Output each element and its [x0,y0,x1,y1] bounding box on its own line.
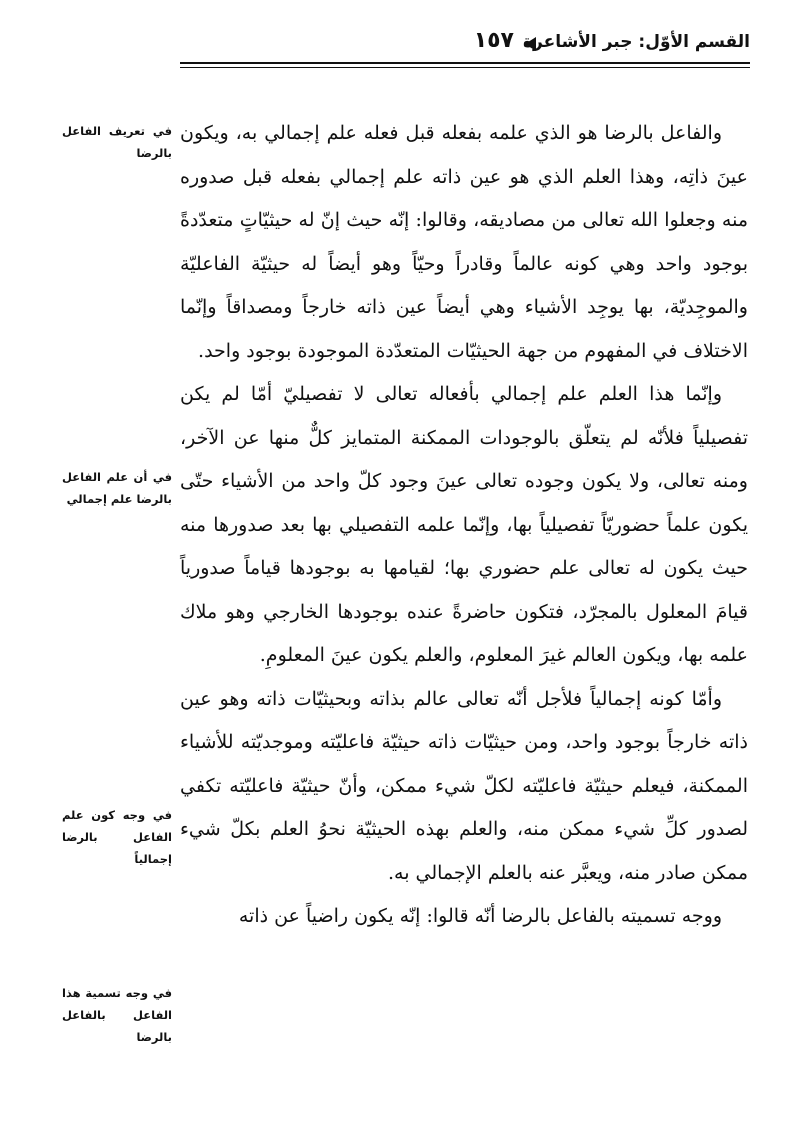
page-header [180,28,750,62]
paragraph: والفاعل بالرضا هو الذي علمه بفعله قبل فعله علم إجمالي به، ويكون عينَ ذاتِه، وهذا العلم الذي هو عين ذاته علم إجمالي بفعله قبل صدوره منه وجعلوا الله تعالى من مصاديقه، وقالوا: إنّه حيث إنّ له حيثيّاتٍ متعدّدةً بوجود واحد وهي كونه عالماً وقادراً وحيّاً وهو أيضاً له حيثيّة الفاعليّة والموجِديّة، بها يوجِد الأشياء وهي أيضاً عين ذاته خارجاً ومصداقاً وإنّما الاختلاف في المفهوم من جهة الحيثيّات المتعدّدة الموجودة بوجود واحد. [180,122,748,362]
margin-note: في وجه تسمية هذا الفاعل بالفاعل بالرضا [62,986,172,1044]
paragraph: وإنّما هذا العلم علم إجمالي بأفعاله تعالى لا تفصيليّ أمّا لم يكن تفصيلياً فلأنّه لم يتعلّق بالوجودات الممكنة المتمايز كلٌّ منها عن الآخر، ومنه تعالى، ولا يكون وجوده تعالى عينَ وجود كلّ واحد من الأشياء حتّى يكون علماً حضوريّاً تفصيلياً بها، وإنّما علمه التفصيلي بها بعد صدورها منه حيث يكون له تعالى علم حضوري بها؛ لقيامها به بوجودها قياماً صدورياً قيامَ المعلول بالمجرّد، فتكون حاضرةً عنده بوجودها الخارجي وهو ملاك علمه بها، ويكون العالم غيرَ المعلوم، والعلم يكون عينَ المعلومِ. [180,383,748,666]
paragraph: وأمّا كونه إجمالياً فلأجل أنّه تعالى عالم بذاته وبحيثيّات ذاته وهو عين ذاته خارجاً بوجود واحد، ومن حيثيّات ذاته حيثيّة فاعليّته وموجديّته للأشياء الممكنة، فيعلم حيثيّة فاعليّته لكلّ شيء ممكن، وأنّ حيثيّة فاعليّته تكفي لصدور كلِّ شيء ممكن منه، والعلم بهذه الحيثيّة نحوُ العلم بكلّ شيء ممكن صادر منه، ويعبَّر عنه بالعلم الإجمالي به. [180,687,748,884]
main-text [180,112,748,939]
header-rule-thin [180,67,750,68]
paragraph: ووجه تسميته بالفاعل بالرضا أنّه قالوا: إنّه يكون راضياً عن ذاته [238,905,722,927]
header-rule-thick [180,62,750,64]
page-number: ١٥٧ [473,28,514,53]
margin-note: في تعريف الفاعل بالرضا [62,124,172,160]
left-arrow-icon [525,37,536,51]
margin-note: في أن علم الفاعل بالرضا علم إجمالي [62,470,172,506]
margin-note: في وجه كون علم الفاعل بالرضا إجمالياً [62,808,172,866]
running-title: القسم الأوّل: جبر الأشاعرة [522,32,750,52]
